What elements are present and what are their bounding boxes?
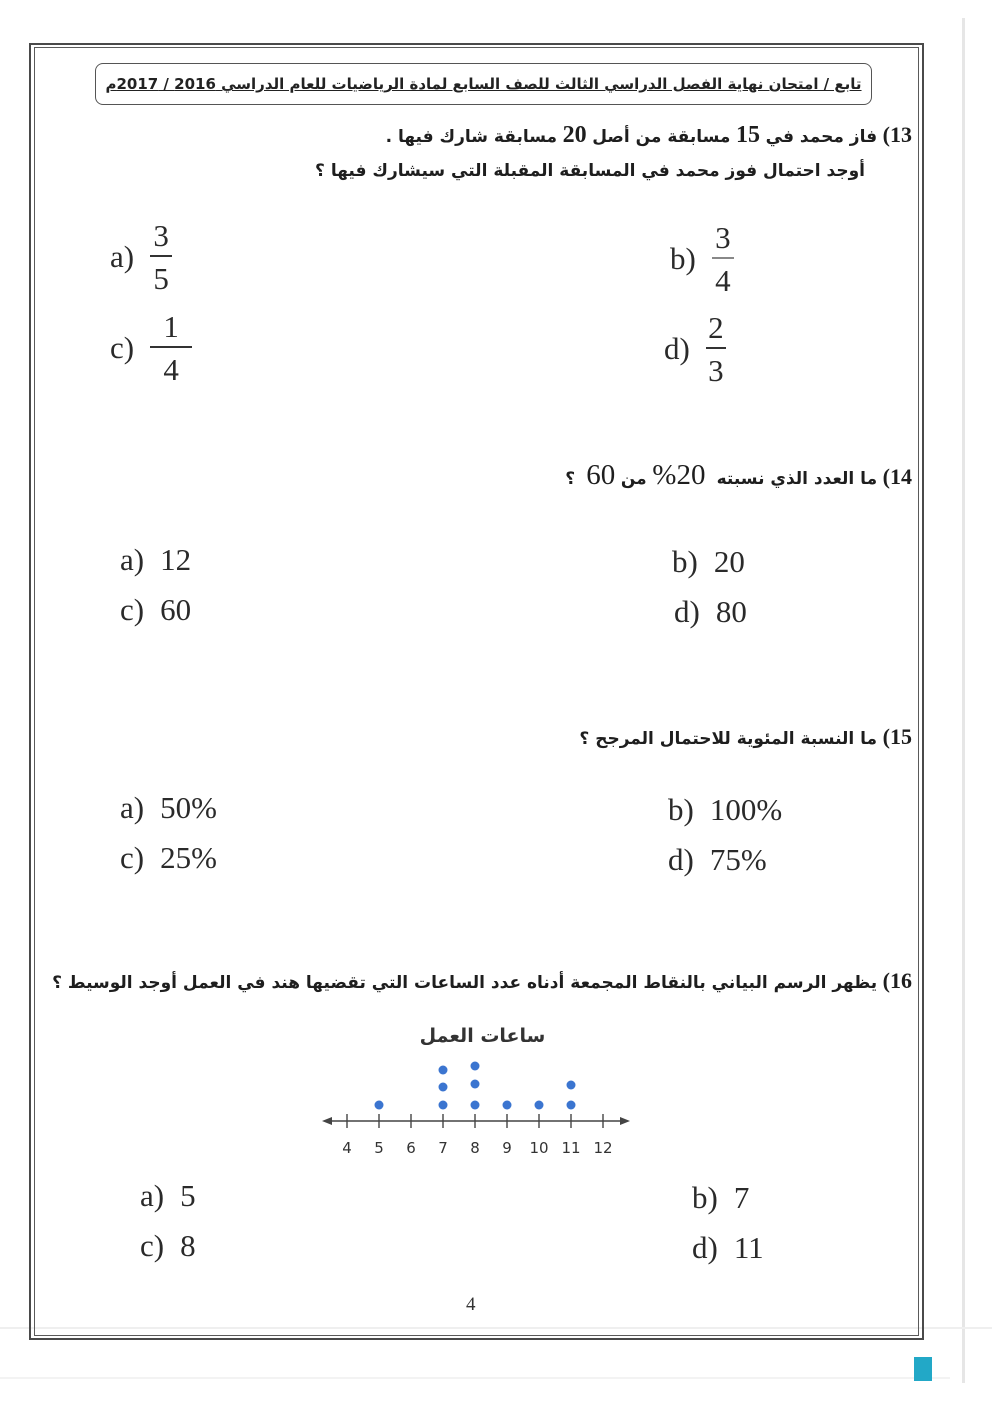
dot-plot-svg	[320, 1025, 645, 1165]
option-16-a[interactable]: a) 5	[140, 1178, 196, 1213]
arrow-left-icon	[322, 1117, 332, 1125]
option-15-b[interactable]: b) 100%	[668, 792, 783, 827]
tick-label: 4	[342, 1139, 352, 1157]
tick-label: 7	[438, 1139, 448, 1157]
option-16-b[interactable]: b) 7	[692, 1180, 750, 1215]
tick-label: 5	[374, 1139, 384, 1157]
option-13-c[interactable]: c) $\frac{1}{4}$	[110, 311, 192, 385]
tick-label: 8	[470, 1139, 480, 1157]
page-number: 4	[466, 1294, 476, 1315]
option-14-d[interactable]: d) 80	[674, 594, 747, 629]
fraction: $\frac{3}{4}$	[712, 222, 734, 296]
dot-plot-working-hours	[320, 1025, 635, 1165]
tick-label: 9	[502, 1139, 512, 1157]
option-13-b[interactable]: b) $\frac{3}{4}$	[670, 222, 734, 296]
option-15-d[interactable]: d) 75%	[668, 842, 767, 877]
fraction: $\frac{3}{5}$	[150, 220, 172, 294]
option-15-c[interactable]: c) 25%	[120, 840, 217, 875]
tick-label: 10	[529, 1139, 549, 1157]
fraction: $\frac{1}{4}$	[150, 311, 192, 385]
arrow-right-icon	[620, 1117, 630, 1125]
exam-header-box	[95, 63, 872, 105]
option-15-a[interactable]: a) 50%	[120, 790, 217, 825]
question-15: 15) ما النسبة المئوية للاحتمال المرجح ؟	[579, 724, 912, 749]
option-16-d[interactable]: d) 11	[692, 1230, 764, 1265]
option-13-d[interactable]: d) $\frac{2}{3}$	[664, 312, 726, 386]
data-dots	[375, 1062, 576, 1110]
question-16: 16) يظهر الرسم البياني بالنقاط المجمعة أدناه عدد الساعات التي تقضيها هند في العمل أوجد الوسيط ؟	[52, 968, 912, 993]
scan-artifact-horizontal	[0, 1377, 950, 1379]
exam-header-title: تابع / امتحان نهاية الفصل الدراسي الثالث للصف السابع لمادة الرياضيات للعام الدراسي 2016 / 2017م	[105, 75, 862, 93]
tick-label: 11	[561, 1139, 581, 1157]
option-14-b[interactable]: b) 20	[672, 544, 745, 579]
question-14: 14) ما العدد الذي نسبته 20% من 60 ؟	[565, 459, 912, 491]
option-14-a[interactable]: a) 12	[120, 542, 192, 577]
scan-artifact-vertical	[962, 18, 965, 1383]
question-13: 13) فاز محمد في 15 مسابقة من أصل 20 مسابقة شارك فيها .	[385, 122, 912, 148]
tick-label: 12	[593, 1139, 613, 1157]
chart-title: ساعات العمل	[419, 1025, 546, 1047]
question-13-line-2: أوجد احتمال فوز محمد في المسابقة المقبلة التي سيشارك فيها ؟	[315, 161, 865, 181]
fraction: $\frac{2}{3}$	[706, 312, 726, 386]
tick-label: 6	[406, 1139, 416, 1157]
option-14-c[interactable]: c) 60	[120, 592, 192, 627]
scan-color-marker	[914, 1357, 932, 1381]
option-16-c[interactable]: c) 8	[140, 1228, 196, 1263]
question-number: 13)	[882, 122, 912, 147]
option-13-a[interactable]: a) $\frac{3}{5}$	[110, 220, 172, 294]
